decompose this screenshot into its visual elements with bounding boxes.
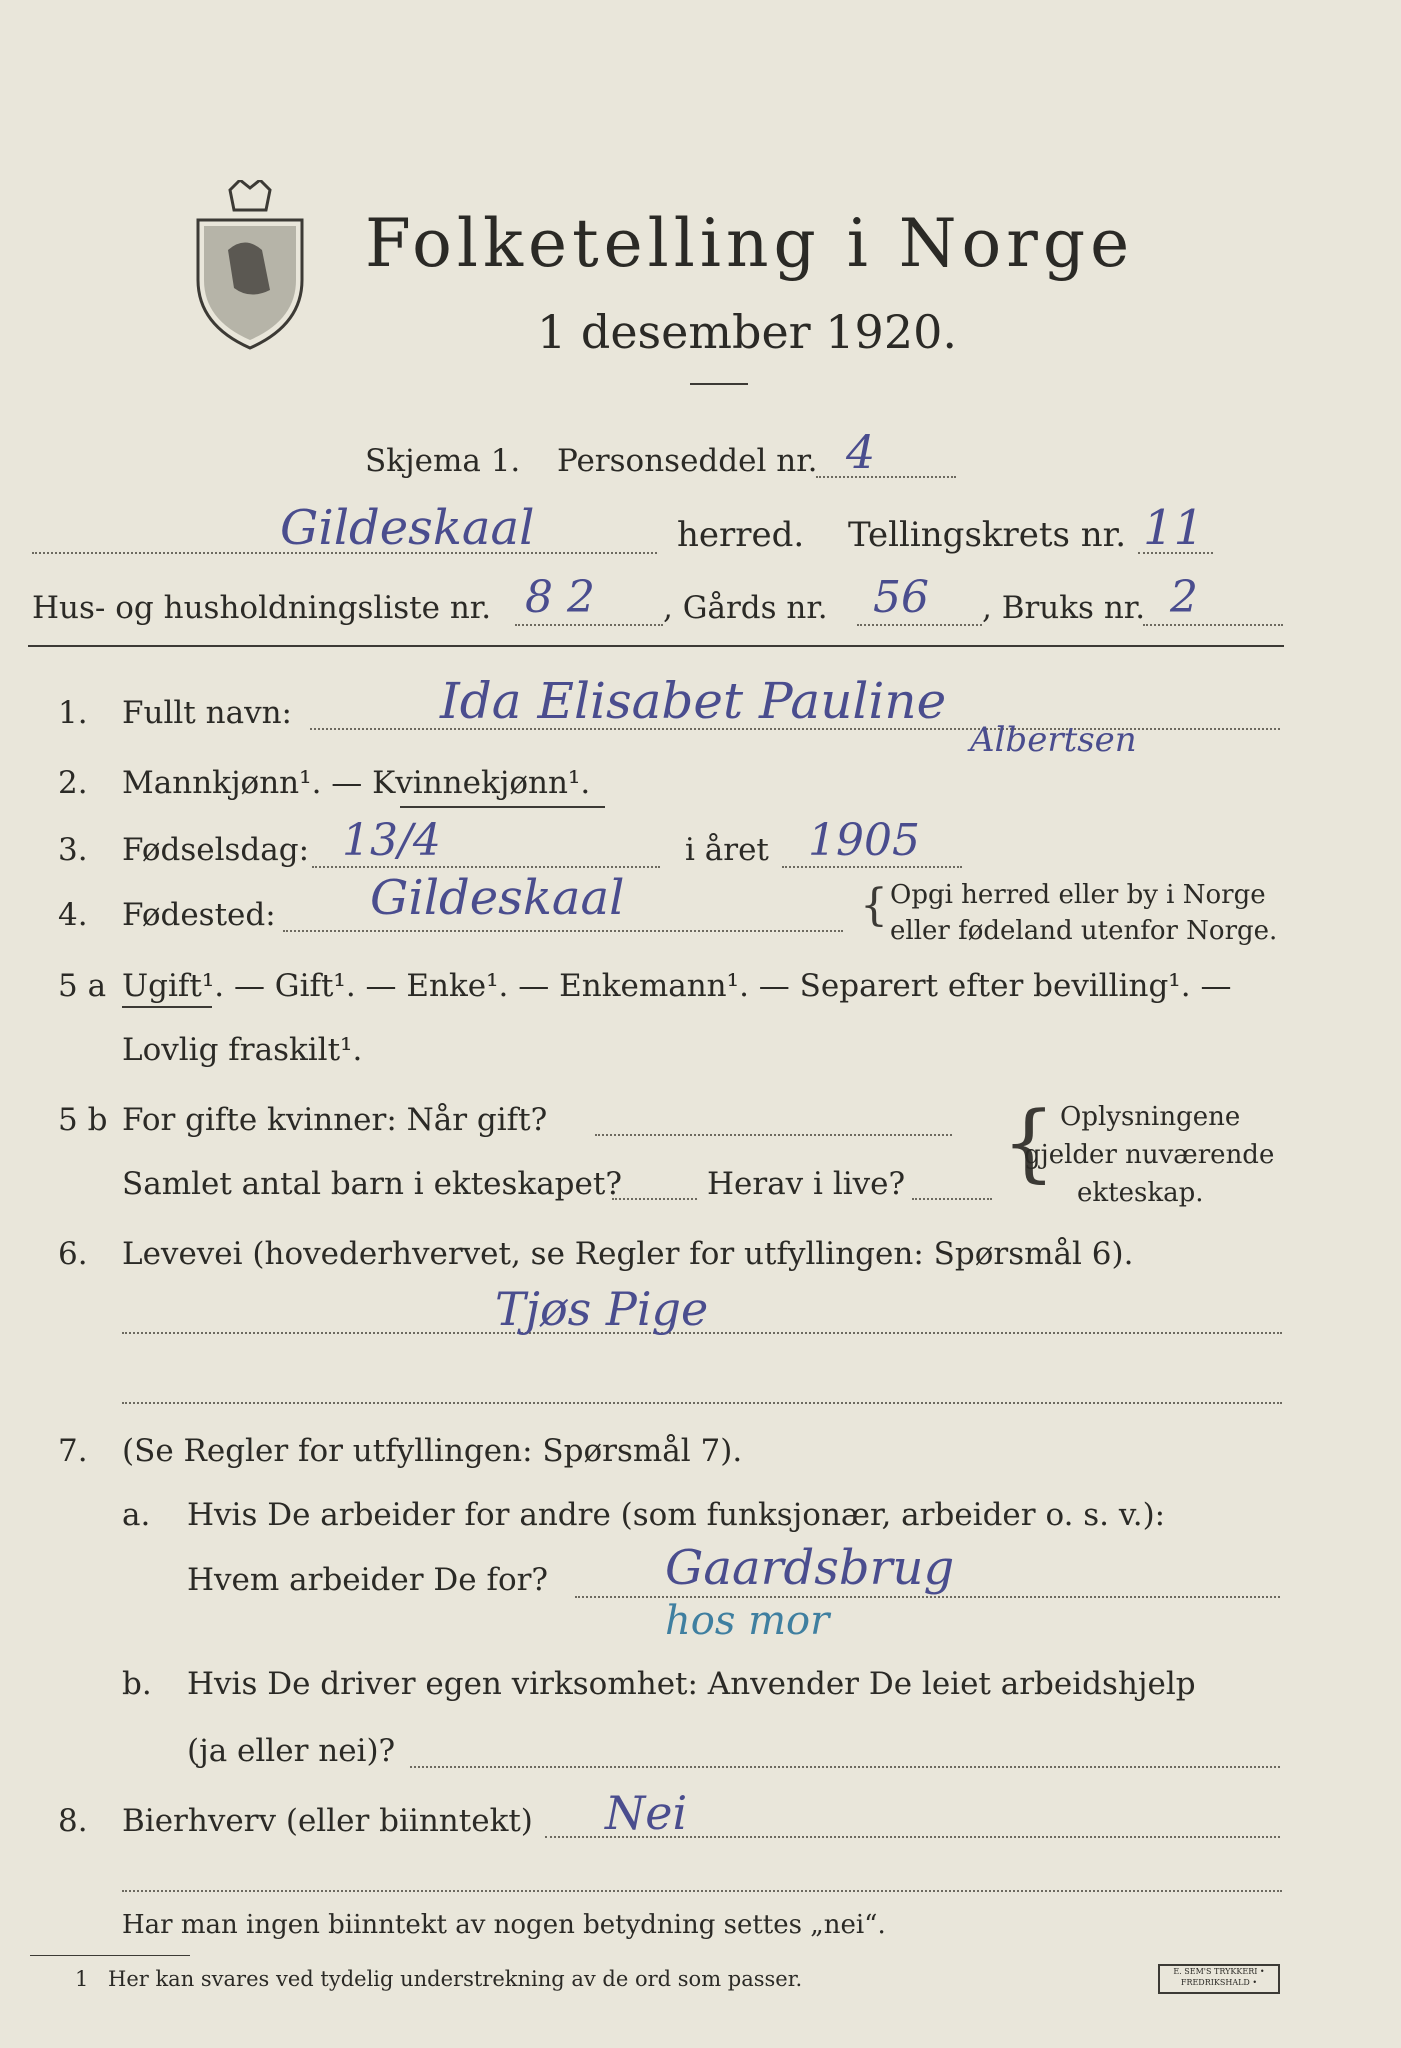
- gards-label: , Gårds nr.: [663, 590, 828, 626]
- herred-label: herred.: [677, 515, 805, 555]
- footer-note: Har man ingen biinntekt av nogen betydning settes „nei“.: [122, 1910, 886, 1940]
- q5b-alive-field-line: [912, 1198, 992, 1200]
- footnote-text: Her kan svares ved tydelig understrekning av de ord som passer.: [108, 1967, 803, 1991]
- q7-label: (Se Regler for utfyllingen: Spørsmål 7).: [122, 1433, 743, 1469]
- q5b-children-field-line: [612, 1198, 697, 1200]
- bruks-field-line: [1143, 624, 1283, 626]
- q7a-letter: a.: [122, 1497, 151, 1533]
- q5a-options: Ugift¹. — Gift¹. — Enke¹. — Enkemann¹. — Separert efter bevilling¹. —: [122, 968, 1232, 1004]
- q2-number: 2.: [58, 765, 88, 801]
- q4-note-line2: eller fødeland utenfor Norge.: [890, 916, 1278, 946]
- header-divider: [28, 645, 1284, 647]
- q5b-when-married-label: For gifte kvinner: Når gift?: [122, 1102, 548, 1138]
- hus-label: Hus- og husholdningsliste nr.: [32, 590, 492, 626]
- q3-label: Fødselsdag:: [122, 832, 310, 868]
- q7b-label1: Hvis De driver egen virksomhet: Anvender De leiet arbeidshjelp: [187, 1666, 1196, 1702]
- q6-label: Levevei (hovederhvervet, se Regler for utfyllingen: Spørsmål 6).: [122, 1236, 1134, 1272]
- q5b-when-married-field-line: [595, 1134, 952, 1136]
- schema-label: Skjema 1.: [365, 443, 521, 479]
- q7-number: 7.: [58, 1433, 88, 1469]
- coat-of-arms-icon: [190, 180, 310, 350]
- q5b-children-label: Samlet antal barn i ekteskapet?: [122, 1166, 622, 1202]
- footnote-divider: [30, 1955, 190, 1956]
- q1-value: Ida Elisabet Pauline: [440, 672, 947, 730]
- q5a-selection-underline: [122, 1006, 212, 1008]
- q5b-note-line2: gjelder nuværende: [1024, 1140, 1275, 1170]
- tellingskrets-value: 11: [1143, 500, 1205, 556]
- q3-date-field-line: [312, 866, 660, 868]
- bruks-label: , Bruks nr.: [982, 590, 1146, 626]
- q6-number: 6.: [58, 1236, 88, 1272]
- q3-year-label: i året: [685, 832, 769, 868]
- printer-stamp: E. SEM'S TRYKKERI • FREDRIKSHALD •: [1158, 1964, 1280, 1994]
- q4-field-line: [283, 930, 843, 932]
- q7b-label2: (ja eller nei)?: [187, 1733, 396, 1769]
- personseddel-value: 4: [846, 425, 876, 479]
- tellingskrets-label: Tellingskrets nr.: [848, 515, 1127, 555]
- q7a-label2: Hvem arbeider De for?: [187, 1562, 549, 1598]
- gards-field-line: [857, 624, 982, 626]
- q3-number: 3.: [58, 832, 88, 868]
- q5a-number: 5 a: [58, 968, 107, 1004]
- q8-number: 8.: [58, 1803, 88, 1839]
- q7a-value: Gaardsbrug: [665, 1540, 955, 1596]
- q3-year-field-line: [782, 866, 962, 868]
- q1-number: 1.: [58, 695, 88, 731]
- personseddel-field-line: [816, 476, 956, 478]
- q1-value-surname: Albertsen: [970, 720, 1137, 760]
- q5a-options-cont: Lovlig fraskilt¹.: [122, 1032, 363, 1068]
- q4-brace: {: [860, 880, 888, 931]
- q4-label: Fødested:: [122, 897, 276, 933]
- bruks-value: 2: [1170, 572, 1198, 623]
- q4-value: Gildeskaal: [370, 870, 625, 926]
- q8-label: Bierhverv (eller biinntekt): [122, 1803, 533, 1839]
- q5b-note-line3: ekteskap.: [1077, 1178, 1204, 1208]
- form-title: Folketelling i Norge: [365, 205, 1135, 282]
- q2-selection-underline: [400, 806, 605, 808]
- q7b-letter: b.: [122, 1666, 152, 1702]
- herred-value: Gildeskaal: [280, 500, 535, 556]
- hus-field-line: [515, 624, 663, 626]
- q2-label: Mannkjønn¹. — Kvinnekjønn¹.: [122, 765, 591, 801]
- hus-value: 8 2: [525, 572, 595, 623]
- q5b-note-line1: Oplysningene: [1060, 1102, 1241, 1132]
- q6-field-line2: [122, 1402, 1282, 1404]
- q8-field-line2: [122, 1890, 1282, 1892]
- footnote-mark: 1: [75, 1967, 89, 1991]
- q7b-field-line: [410, 1766, 1280, 1768]
- q4-note-line1: Opgi herred eller by i Norge: [890, 880, 1266, 910]
- q5b-alive-label: Herav i live?: [707, 1166, 906, 1202]
- q5b-brace: {: [1002, 1093, 1056, 1191]
- q7a-label1: Hvis De arbeider for andre (som funksjonær, arbeider o. s. v.):: [187, 1497, 1166, 1533]
- q8-value: Nei: [605, 1786, 688, 1840]
- q5b-number: 5 b: [58, 1102, 108, 1138]
- personseddel-label: Personseddel nr.: [557, 443, 818, 479]
- q1-label: Fullt navn:: [122, 695, 292, 731]
- q3-year-value: 1905: [808, 815, 920, 866]
- q4-number: 4.: [58, 897, 88, 933]
- q6-value: Tjøs Pige: [495, 1282, 709, 1336]
- q7a-value-note: hos mor: [665, 1598, 830, 1644]
- q3-value: 13/4: [342, 815, 441, 866]
- census-date: 1 desember 1920.: [537, 305, 957, 359]
- gards-value: 56: [873, 572, 929, 623]
- title-divider: [690, 383, 748, 385]
